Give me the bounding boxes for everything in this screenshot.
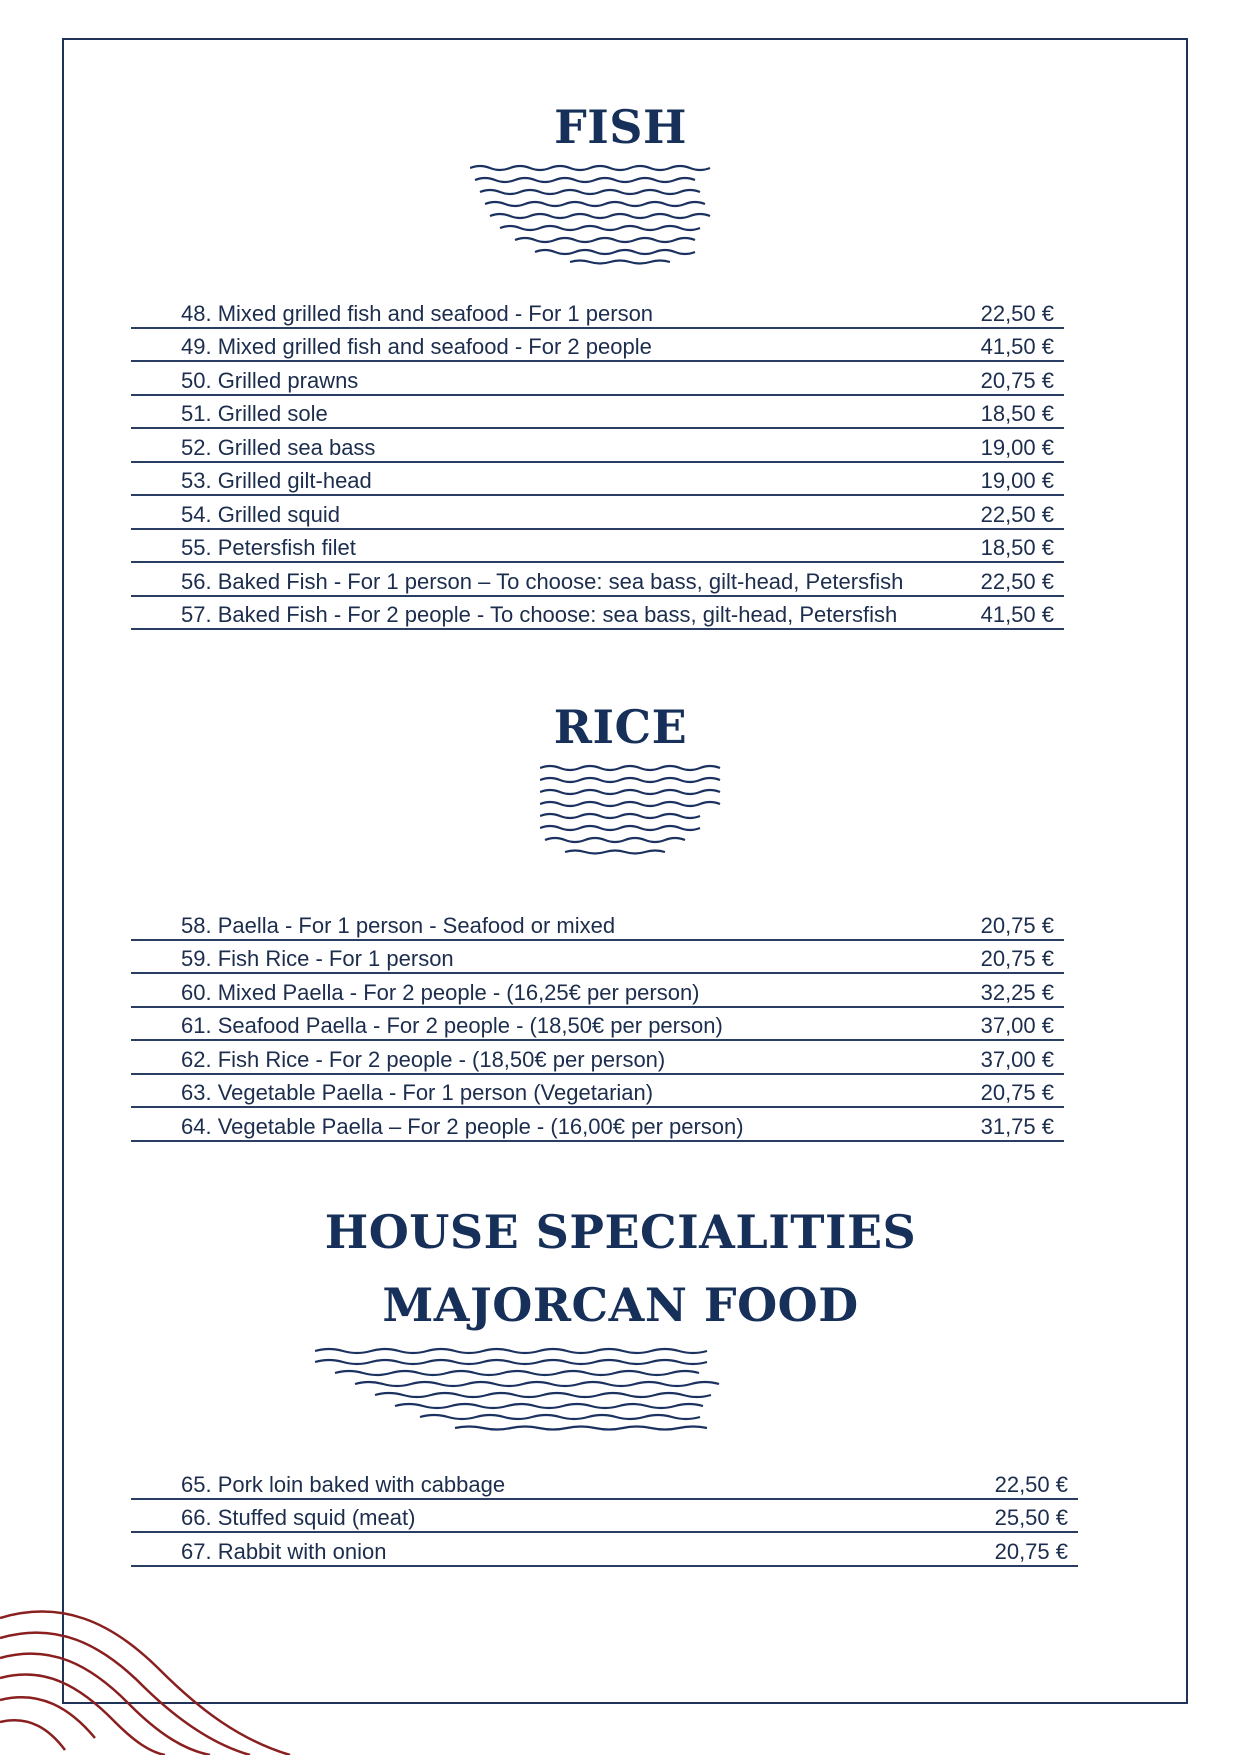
house-waves-decoration bbox=[315, 1345, 730, 1435]
menu-item-price: 22,50 € bbox=[973, 562, 1064, 596]
menu-item-row bbox=[131, 462, 1064, 496]
menu-item-name: 48. Mixed grilled fish and seafood - For 1 person bbox=[131, 295, 973, 328]
menu-item-name: 61. Seafood Paella - For 2 people - (18,50€ per person) bbox=[131, 1007, 952, 1041]
menu-item-price: 41,50 € bbox=[973, 596, 1064, 630]
wave-line bbox=[375, 1393, 711, 1397]
menu-item-name: 59. Fish Rice - For 1 person bbox=[131, 940, 952, 974]
wave-line bbox=[485, 202, 705, 206]
page-border bbox=[62, 38, 1188, 1704]
menu-item-row bbox=[131, 1007, 1064, 1041]
menu-item-name: 62. Fish Rice - For 2 people - (18,50€ per person) bbox=[131, 1040, 952, 1074]
wave-line bbox=[480, 190, 700, 194]
menu-item-name: 67. Rabbit with onion bbox=[131, 1532, 905, 1566]
menu-item-name: 49. Mixed grilled fish and seafood - For 2 people bbox=[131, 328, 973, 362]
menu-item-row bbox=[131, 1107, 1064, 1141]
wave-line bbox=[540, 814, 700, 818]
wave-line bbox=[355, 1382, 719, 1386]
menu-item-name: 65. Pork loin baked with cabbage bbox=[131, 1466, 905, 1499]
wave-line bbox=[545, 838, 685, 842]
menu-item-name: 56. Baked Fish - For 1 person – To choose: sea bass, gilt-head, Petersfish bbox=[131, 562, 973, 596]
wave-line bbox=[540, 826, 700, 830]
menu-item-name: 53. Grilled gilt-head bbox=[131, 462, 973, 496]
house-specialities-title: HOUSE SPECIALITIES bbox=[324, 1205, 917, 1259]
menu-item-price: 37,00 € bbox=[952, 1007, 1064, 1041]
menu-item-row bbox=[131, 495, 1064, 529]
majorcan-food-title: MAJORCAN FOOD bbox=[382, 1278, 859, 1332]
menu-item-name: 60. Mixed Paella - For 2 people - (16,25€ per person) bbox=[131, 973, 952, 1007]
wave-line bbox=[315, 1360, 707, 1364]
menu-item-row bbox=[131, 940, 1064, 974]
wave-line bbox=[335, 1371, 699, 1375]
rice-section-title: RICE bbox=[553, 700, 688, 754]
menu-item-row bbox=[131, 328, 1064, 362]
menu-item-row bbox=[131, 1040, 1064, 1074]
menu-item-price: 37,00 € bbox=[952, 1040, 1064, 1074]
menu-item-name: 52. Grilled sea bass bbox=[131, 428, 973, 462]
menu-item-row bbox=[131, 973, 1064, 1007]
corner-waves-decoration bbox=[0, 1600, 320, 1755]
menu-item-row bbox=[131, 428, 1064, 462]
menu-item-price: 18,50 € bbox=[973, 529, 1064, 563]
menu-item-price: 19,00 € bbox=[973, 462, 1064, 496]
wave-line bbox=[540, 790, 720, 794]
menu-item-name: 54. Grilled squid bbox=[131, 495, 973, 529]
wave-line bbox=[475, 178, 695, 182]
wave-line bbox=[455, 1427, 707, 1430]
menu-item-price: 22,50 € bbox=[973, 295, 1064, 328]
menu-item-name: 63. Vegetable Paella - For 1 person (Vegetarian) bbox=[131, 1074, 952, 1108]
wave-line bbox=[395, 1404, 703, 1408]
menu-item-name: 57. Baked Fish - For 2 people - To choose: sea bass, gilt-head, Petersfish bbox=[131, 596, 973, 630]
menu-item-price: 20,75 € bbox=[952, 907, 1064, 940]
menu-item-row bbox=[131, 1074, 1064, 1108]
wave-line bbox=[515, 238, 695, 242]
menu-item-price: 20,75 € bbox=[905, 1532, 1078, 1566]
menu-item-name: 55. Petersfish filet bbox=[131, 529, 973, 563]
fish-section-title: FISH bbox=[554, 100, 687, 154]
wave-line bbox=[540, 766, 720, 770]
menu-item-row bbox=[131, 596, 1064, 630]
menu-item-row bbox=[131, 907, 1064, 940]
menu-item-row bbox=[131, 562, 1064, 596]
menu-item-price: 32,25 € bbox=[952, 973, 1064, 1007]
wave-line bbox=[490, 214, 710, 218]
menu-item-price: 19,00 € bbox=[973, 428, 1064, 462]
menu-item-name: 66. Stuffed squid (meat) bbox=[131, 1499, 905, 1533]
menu-item-name: 64. Vegetable Paella – For 2 people - (16,00€ per person) bbox=[131, 1107, 952, 1141]
wave-line bbox=[540, 802, 720, 806]
menu-item-row bbox=[131, 1466, 1078, 1499]
wave-line bbox=[470, 166, 710, 170]
fish-menu-table bbox=[131, 295, 1064, 630]
menu-item-row bbox=[131, 1532, 1078, 1566]
menu-item-name: 58. Paella - For 1 person - Seafood or mixed bbox=[131, 907, 952, 940]
wave-line bbox=[535, 250, 695, 254]
menu-item-price: 22,50 € bbox=[905, 1466, 1078, 1499]
menu-item-price: 25,50 € bbox=[905, 1499, 1078, 1533]
rice-waves-decoration bbox=[540, 760, 740, 864]
wave-line bbox=[500, 226, 700, 230]
wave-line bbox=[540, 778, 720, 782]
menu-item-row bbox=[131, 361, 1064, 395]
menu-item-price: 20,75 € bbox=[973, 361, 1064, 395]
menu-item-row bbox=[131, 295, 1064, 328]
house-menu-table bbox=[131, 1466, 1078, 1567]
fish-waves-decoration bbox=[470, 160, 720, 266]
menu-item-name: 51. Grilled sole bbox=[131, 395, 973, 429]
menu-item-price: 20,75 € bbox=[952, 940, 1064, 974]
menu-item-name: 50. Grilled prawns bbox=[131, 361, 973, 395]
menu-item-price: 41,50 € bbox=[973, 328, 1064, 362]
menu-item-row bbox=[131, 529, 1064, 563]
menu-item-price: 31,75 € bbox=[952, 1107, 1064, 1141]
menu-item-price: 22,50 € bbox=[973, 495, 1064, 529]
wave-line bbox=[570, 261, 670, 264]
wave-line bbox=[565, 851, 665, 854]
wave-line bbox=[315, 1349, 707, 1353]
rice-menu-table bbox=[131, 907, 1064, 1142]
menu-item-row bbox=[131, 1499, 1078, 1533]
menu-item-price: 20,75 € bbox=[952, 1074, 1064, 1108]
menu-item-row bbox=[131, 395, 1064, 429]
menu-item-price: 18,50 € bbox=[973, 395, 1064, 429]
wave-line bbox=[420, 1415, 700, 1419]
